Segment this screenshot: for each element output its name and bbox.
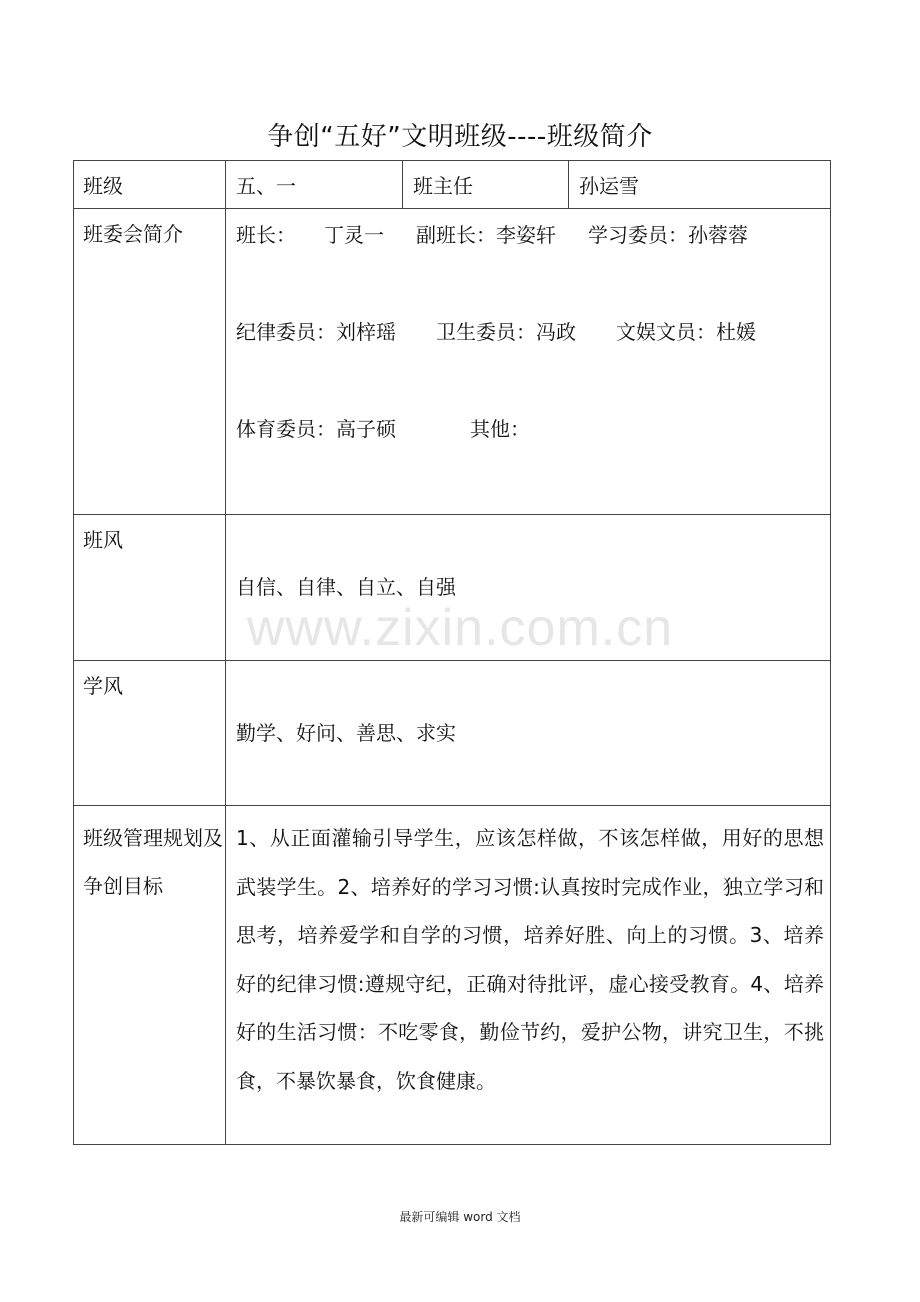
plan-content-cell <box>226 806 831 1145</box>
committee-line-3 <box>236 417 830 514</box>
watermark: www.zixin.com.cn <box>246 599 674 657</box>
monitor-label: 班长： <box>236 223 296 247</box>
plan-label-cell <box>74 806 226 1145</box>
study-style-value: 勤学、好问、善思、求实 <box>236 721 456 745</box>
table-row <box>74 161 831 209</box>
committee-label: 班委会简介 <box>83 222 183 246</box>
class-intro-table <box>73 160 831 1145</box>
monitor-name: 丁灵一 <box>324 223 384 247</box>
class-style-value-cell <box>226 515 831 661</box>
teacher-label: 班主任 <box>413 174 473 198</box>
entertainment-committee: 文娱文员：杜媛 <box>616 320 756 344</box>
committee-content-cell <box>226 209 831 515</box>
class-value-cell <box>226 161 403 209</box>
study-style-label-cell <box>74 661 226 806</box>
class-label-cell <box>74 161 226 209</box>
committee-label-cell <box>74 209 226 515</box>
sports-committee: 体育委员：高子硕 <box>236 417 396 441</box>
plan-label: 班级管理规划及争创目标 <box>83 826 223 898</box>
class-style-value: 自信、自律、自立、自强 <box>236 575 456 599</box>
table-row <box>74 209 831 515</box>
hygiene-committee: 卫生委员：冯政 <box>436 320 576 344</box>
page-title: 争创“五好”文明班级----班级简介 <box>267 122 653 152</box>
discipline-committee: 纪律委员：刘梓瑶 <box>236 320 396 344</box>
class-label: 班级 <box>83 174 123 198</box>
table-row <box>74 661 831 806</box>
plan-text: 1、从正面灌输引导学生，应该怎样做，不该怎样做，用好的思想武装学生。2、培养好的学习习惯:认真按时完成作业，独立学习和思考，培养爱学和自学的习惯，培养好胜、向上的习惯。3、培养好的纪律习惯:遵规守纪，正确对待批评，虚心接受教育。4、培养好的生活习惯：不吃零食，勤俭节约，爱护公物，讲究卫生，不挑食，不暴饮暴食，饮食健康。 <box>236 826 824 1093</box>
others-label: 其他： <box>470 417 530 441</box>
committee-line-2 <box>236 320 830 417</box>
study-style-label: 学风 <box>83 674 123 698</box>
teacher-value: 孙运雪 <box>579 174 639 198</box>
class-value: 五、一 <box>236 174 296 198</box>
teacher-value-cell <box>569 161 831 209</box>
study-style-value-cell <box>226 661 831 806</box>
class-style-label-cell <box>74 515 226 661</box>
committee-line-1 <box>236 223 830 320</box>
vice-monitor: 副班长：李姿轩 <box>416 223 556 247</box>
teacher-label-cell <box>403 161 569 209</box>
table-row <box>74 515 831 661</box>
table-row <box>74 806 831 1145</box>
footer-note: 最新可编辑 word 文档 <box>399 1210 521 1224</box>
class-style-label: 班风 <box>83 528 123 552</box>
study-committee: 学习委员：孙蓉蓉 <box>588 223 748 247</box>
